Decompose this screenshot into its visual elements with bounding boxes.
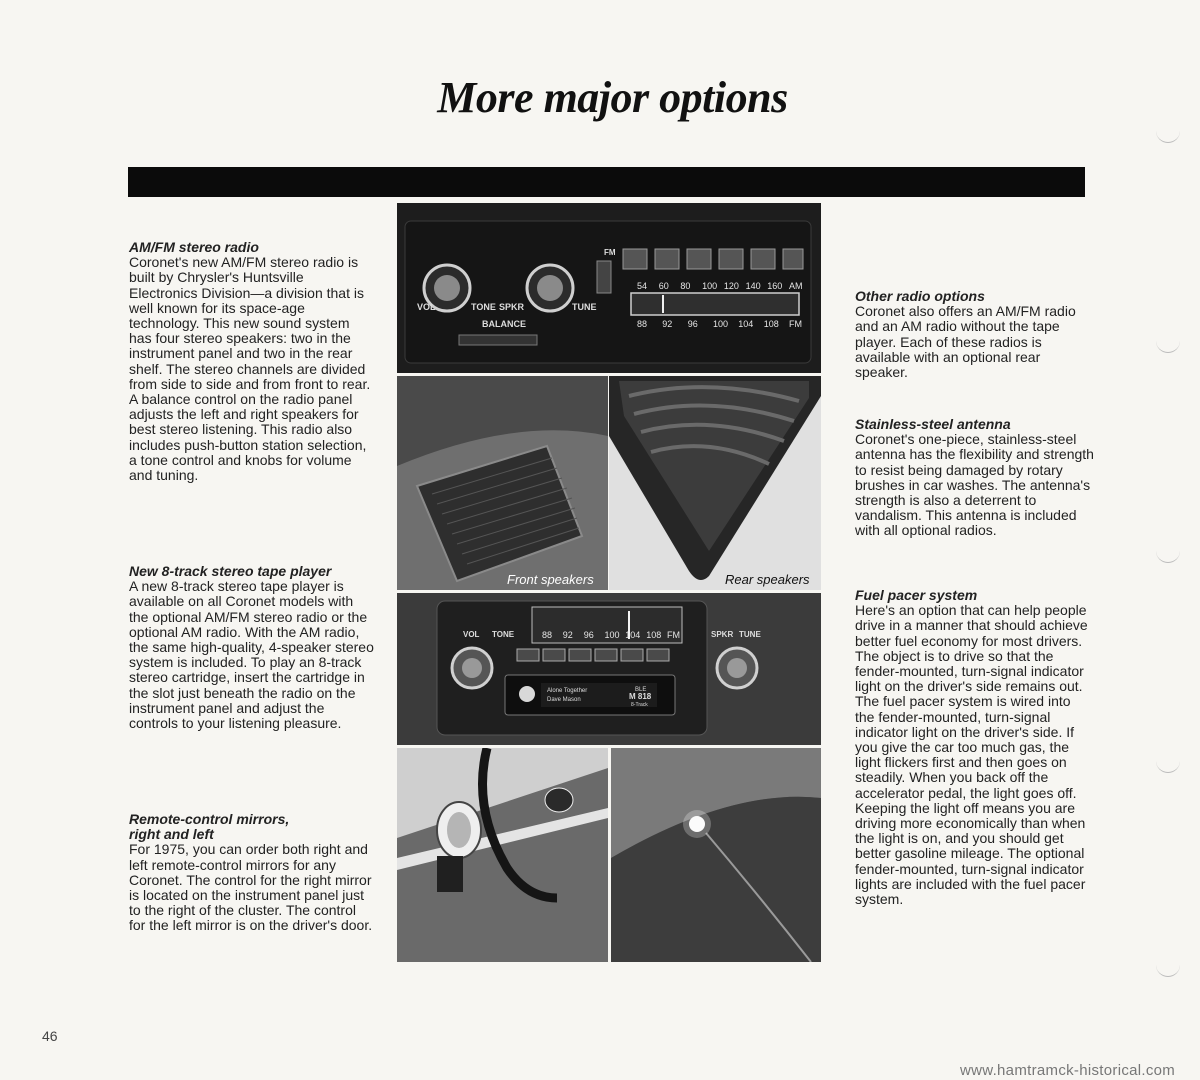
dial-scale-label: 88	[542, 630, 553, 640]
dial-scale-label: 92	[562, 630, 573, 640]
radio-fm-scale	[637, 319, 802, 329]
tape-tone-label: TONE	[492, 630, 515, 639]
photo-front-speakers	[397, 376, 608, 590]
dial-scale-label: 104	[738, 319, 754, 329]
photo-rear-speakers	[609, 376, 821, 590]
dial-scale-label: 100	[713, 319, 729, 329]
section-am-fm-radio	[129, 240, 374, 483]
caption-rear-speakers: Rear speakers	[725, 572, 810, 587]
dial-scale-label: 92	[662, 319, 673, 329]
balance-label: BALANCE	[482, 319, 526, 329]
photo-fuel-pacer-light	[611, 748, 821, 962]
dial-scale-label: 54	[637, 281, 648, 291]
tune-label: TUNE	[572, 302, 597, 312]
section-heading: Other radio options	[855, 288, 985, 304]
dial-scale-label: 80	[680, 281, 691, 291]
dial-scale-label: 96	[687, 319, 698, 329]
cartridge-album: Alone Together	[547, 688, 588, 694]
photo-8-track-player	[397, 593, 821, 745]
dial-scale-label: 88	[637, 319, 648, 329]
radio-illustration	[397, 203, 821, 373]
dial-scale-label: 140	[745, 281, 761, 291]
tuning-dial	[631, 293, 799, 315]
section-body: A new 8-track stereo tape player is available on all Coronet models with the optional AM/FM stereo radio or the optional AM radio. With the AM radio, the same high-quality, 4-speaker stereo system is included. To play an 8-track stereo cartridge, insert the cartridge in the slot just beneath the radio on the instrument panel and adjust the controls to your listening pleasure.	[129, 578, 374, 732]
dial-scale-label: AM	[789, 281, 803, 291]
section-body: Coronet's new AM/FM stereo radio is built by Chrysler's Huntsville Electronics Division—a division that is well known for its space-age technology. This new sound system has four stereo speakers: two in the instrument panel and two in the rear shelf. The stereo channels are divided from side to side and from front to rear. A balance control on the radio panel adjusts the left and right speakers for best stereo listening. This radio also includes push-button station selection, a tone control and knobs for volume and tuning.	[129, 254, 371, 484]
section-body: Coronet also offers an AM/FM radio and an AM radio without the tape player. Each of these radios is available with an optional rear speaker.	[855, 303, 1076, 381]
binder-hole-mark	[1156, 338, 1180, 353]
section-remote-mirrors	[129, 812, 374, 934]
section-heading: Stainless-steel antenna	[855, 416, 1011, 432]
caption-front-speakers: Front speakers	[507, 572, 594, 587]
section-heading: Remote-control mirrors, right and left	[129, 811, 290, 843]
binder-hole-mark	[1156, 548, 1180, 563]
dial-scale-label: 120	[723, 281, 739, 291]
dial-scale-label: 104	[625, 630, 641, 640]
section-heading: Fuel pacer system	[855, 587, 978, 603]
spkr-label: SPKR	[499, 302, 525, 312]
photo-remote-mirror	[397, 748, 608, 962]
right-mirror	[545, 788, 573, 812]
binder-hole-mark	[1156, 962, 1180, 977]
tape-vol-label: VOL	[463, 630, 480, 639]
section-body: Here's an option that can help people drive in a manner that should achieve better fuel economy for most drivers. The object is to drive so that the fender-mounted, turn-signal indicator light on the driver's side remains out. The fuel pacer system is wired into the fender-mounted, turn-signal indicator light on the driver's side. If you give the car too much gas, the light flickers first and then goes on steadily. When you back off the accelerator pedal, the light goes off. Keeping the light off means you are driving more economically than when the light is on, and you should get better gasoline mileage. The optional fender-mounted, turn-signal indicator lights are included with the fuel pacer system.	[855, 602, 1088, 908]
header-rule-bar	[128, 167, 1085, 197]
dial-scale-label: 108	[763, 319, 779, 329]
section-fuel-pacer	[855, 588, 1090, 907]
section-other-radio-options	[855, 289, 1090, 380]
cartridge-format: 8-Track	[631, 702, 648, 708]
cartridge-artist: Dave Mason	[547, 697, 581, 703]
tape-tune-label: TUNE	[739, 630, 761, 639]
binder-hole-mark	[1156, 758, 1180, 773]
fm-label: FM	[604, 248, 616, 257]
photo-am-fm-radio	[397, 203, 821, 373]
section-heading: New 8-track stereo tape player	[129, 563, 332, 579]
section-body: Coronet's one-piece, stainless-steel antenna has the flexibility and strength to resist being damaged by rotary brushes in car washes. The antenna's strength is also a deterrent to vandalism. This antenna is included with all optional radios.	[855, 431, 1094, 539]
tone-label: TONE	[471, 302, 496, 312]
dial-scale-label: 160	[767, 281, 783, 291]
dial-scale-label: 60	[658, 281, 669, 291]
binder-hole-mark	[1156, 128, 1180, 143]
dial-scale-label: 100	[604, 630, 620, 640]
section-body: For 1975, you can order both right and left remote-control mirrors for any Coronet. The control for the right mirror is located on the instrument panel just to the right of the cluster. The control for the left mirror is on the driver's door.	[129, 841, 373, 934]
cartridge-number: M 818	[629, 692, 652, 701]
page-title: More major options	[437, 73, 788, 122]
cartridge-label: BLE	[635, 687, 647, 693]
dial-scale-label: FM	[789, 319, 802, 329]
tape-spkr-label: SPKR	[711, 630, 734, 639]
page-number: 46	[42, 1028, 58, 1044]
vol-label: VOL	[417, 302, 436, 312]
section-8-track-player	[129, 564, 374, 731]
section-heading: AM/FM stereo radio	[129, 239, 259, 255]
dial-scale-label: FM	[667, 630, 680, 640]
watermark-url: www.hamtramck-historical.com	[960, 1062, 1176, 1079]
dial-scale-label: 96	[583, 630, 594, 640]
dial-scale-label: 100	[702, 281, 718, 291]
section-antenna	[855, 417, 1100, 539]
dial-scale-label: 108	[646, 630, 662, 640]
tape-fm-scale	[542, 630, 680, 640]
